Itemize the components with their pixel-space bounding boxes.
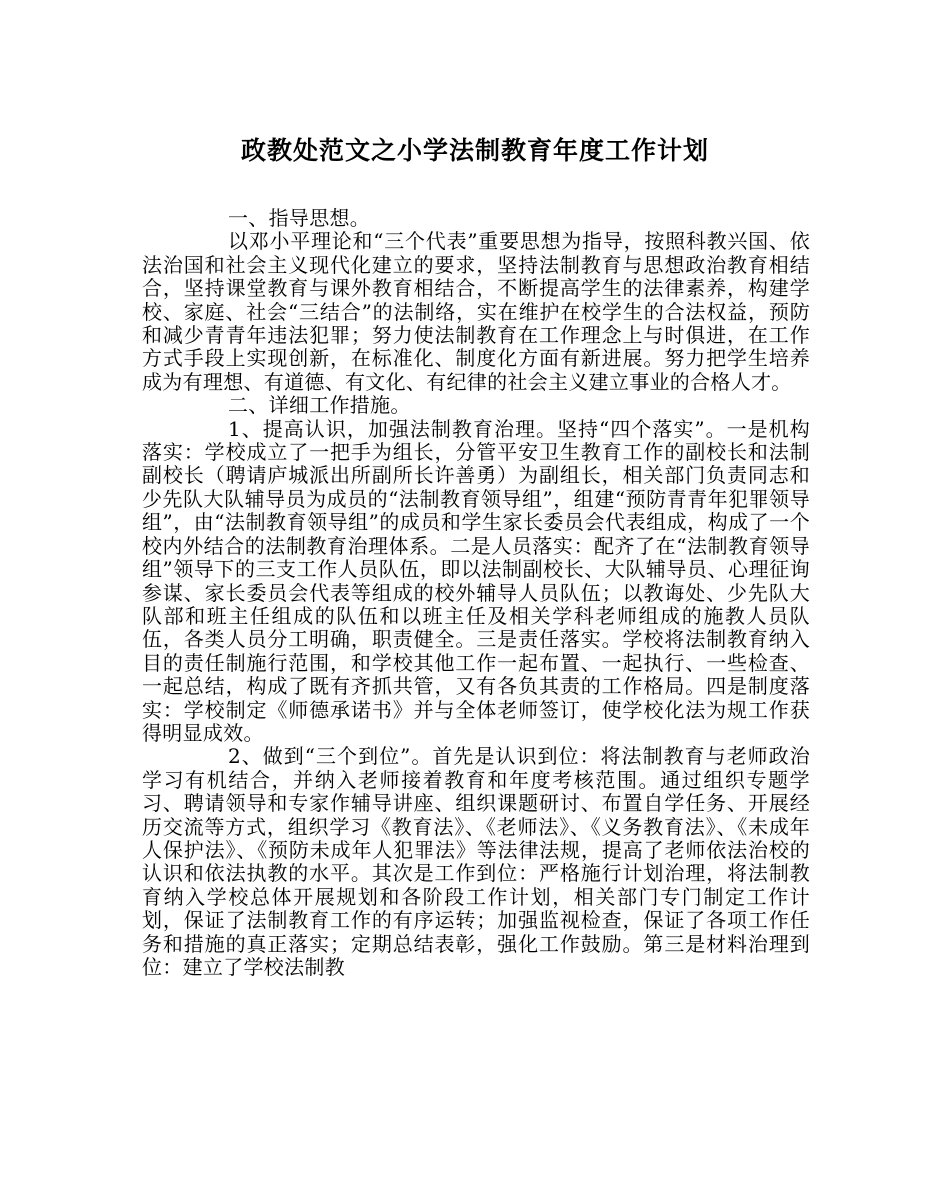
section-heading-guiding-thought: 一、指导思想。: [228, 206, 371, 230]
document-body: [142, 207, 810, 979]
paragraph-guiding-thought: 以邓小平理论和“三个代表”重要思想为指导，按照科教兴国、依法治国和社会主义现代化建立的要求，坚持法制教育与思想政治教育相结合，坚持课堂教育与课外教育相结合，不断提高学生的法律素养，构建学校、家庭、社会“三结合”的法制络，实在维护在校学生的合法权益，预防和减少青青年违法犯罪；努力使法制教育在工作理念上与时俱进，在工作方式手段上实现创新，在标准化、制度化方面有新进展。努力把学生培养成为有理想、有道德、有文化、有纪律的社会主义建立事业的合格人才。: [142, 229, 810, 394]
document-title: 政教处范文之小学法制教育年度工作计划: [240, 136, 709, 165]
paragraph-measure-2: 2、做到“三个到位”。首先是认识到位：将法制教育与老师政治学习有机结合，并纳入老师接着教育和年度考核范围。通过组织专题学习、聘请领导和专家作辅导讲座、组织课题研讨、布置自学任务、开展经历交流等方式，组织学习《教育法》、《老师法》、《义务教育法》、《未成年人保护法》、《预防未成年人犯罪法》等法律法规，提高了老师依法治校的认识和依法执教的水平。其次是工作到位：严格施行计划治理，将法制教育纳入学校总体开展规划和各阶段工作计划，相关部门专门制定工作计划，保证了法制教育工作的有序运转；加强监视检查，保证了各项工作任务和措施的真正落实；定期总结表彰，强化工作鼓励。第三是材料治理到位：建立了学校法制教: [142, 744, 810, 979]
paragraph-measure-1: 1、提高认识，加强法制教育治理。坚持“四个落实”。一是机构落实：学校成立了一把手为组长，分管平安卫生教育工作的副校长和法制副校长（聘请庐城派出所副所长许善勇）为副组长，相关部门负责同志和少先队大队辅导员为成员的“法制教育领导组”，组建“预防青青年犯罪领导组”，由“法制教育领导组”的成员和学生家长委员会代表组成，构成了一个校内外结合的法制教育治理体系。二是人员落实：配齐了在“法制教育领导组”领导下的三支工作人员队伍，即以法制副校长、大队辅导员、心理征询参谋、家长委员会代表等组成的校外辅导人员队伍；以教诲处、少先队大队部和班主任组成的队伍和以班主任及相关学科老师组成的施教人员队伍，各类人员分工明确，职责健全。三是责任落实。学校将法制教育纳入目的责任制施行范围，和学校其他工作一起布置、一起执行、一些检查、一起总结，构成了既有齐抓共管，又有各负其责的工作格局。四是制度落实：学校制定《师德承诺书》并与全体老师签订，使学校化法为规工作获得明显成效。: [142, 416, 810, 745]
section-heading-work-measures: 二、详细工作措施。: [228, 393, 411, 418]
